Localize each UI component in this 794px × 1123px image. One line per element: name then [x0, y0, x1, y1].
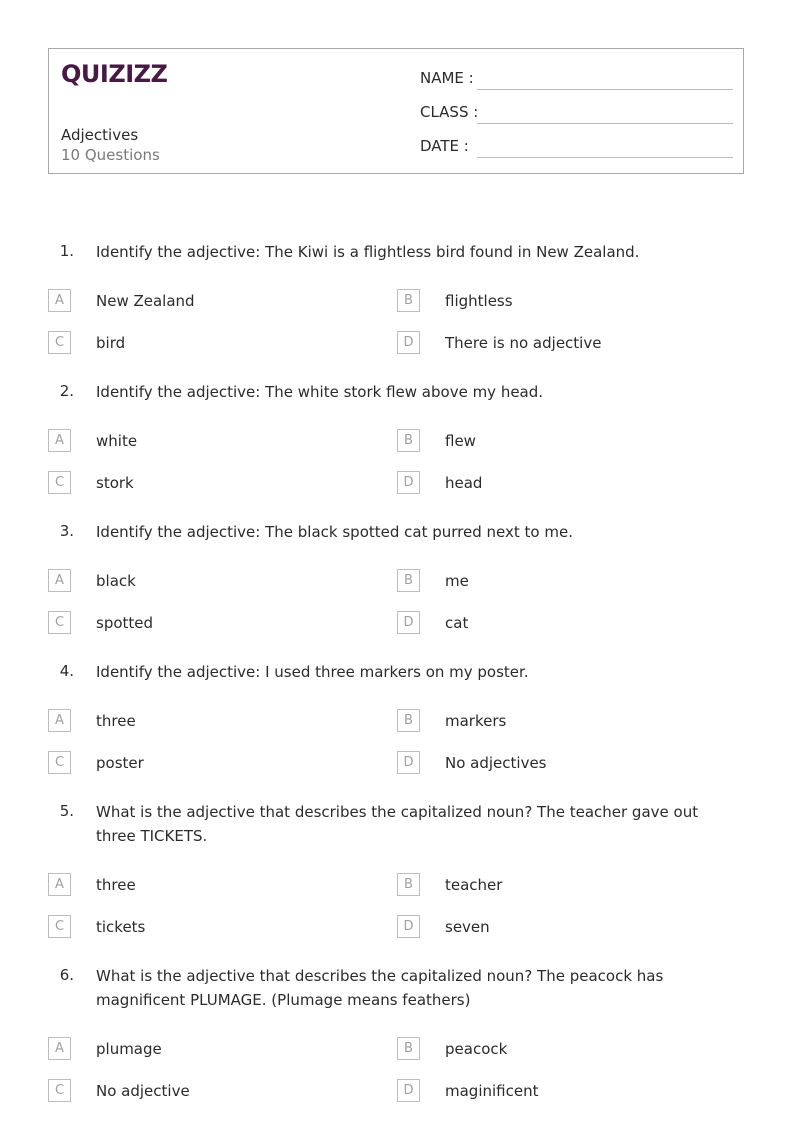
option-text: three — [96, 712, 136, 730]
option-letter-box: A — [48, 569, 71, 592]
option-letter-box: D — [397, 915, 420, 938]
question-text: What is the adjective that describes the capitalized noun? The peacock has magnificent PLUMAGE. (Plumage means feathers) — [96, 967, 664, 1009]
class-label: CLASS : — [420, 103, 479, 121]
option-letter-box: A — [48, 709, 71, 732]
option-text: New Zealand — [96, 292, 195, 310]
worksheet-header — [48, 48, 744, 174]
question-number: 4. — [59, 662, 74, 680]
option-text: teacher — [445, 876, 503, 894]
option-letter-box: C — [48, 915, 71, 938]
option-text: No adjective — [96, 1082, 190, 1100]
worksheet-title: Adjectives — [61, 126, 139, 144]
option-letter-box: B — [397, 1037, 420, 1060]
option-letter-box: B — [397, 289, 420, 312]
option-text: No adjectives — [445, 754, 547, 772]
option-letter-box: A — [48, 1037, 71, 1060]
option-letter-box: D — [397, 751, 420, 774]
option-letter-box: A — [48, 289, 71, 312]
option-text: head — [445, 474, 483, 492]
option-text: flew — [445, 432, 476, 450]
option-letter-box: C — [48, 611, 71, 634]
option-letter-box: A — [48, 429, 71, 452]
name-label: NAME : — [420, 69, 474, 87]
question-count: 10 Questions — [61, 146, 160, 164]
option-text: peacock — [445, 1040, 508, 1058]
option-letter-box: C — [48, 1079, 71, 1102]
option-text: cat — [445, 614, 469, 632]
option-text: three — [96, 876, 136, 894]
date-line — [477, 157, 733, 158]
question-number: 2. — [59, 382, 74, 400]
option-letter-box: D — [397, 331, 420, 354]
option-text: maginificent — [445, 1082, 539, 1100]
option-letter-box: D — [397, 611, 420, 634]
option-text: seven — [445, 918, 490, 936]
option-text: me — [445, 572, 469, 590]
option-letter-box: C — [48, 751, 71, 774]
option-letter-box: B — [397, 709, 420, 732]
question-text: Identify the adjective: I used three markers on my poster. — [96, 663, 529, 681]
question-text: Identify the adjective: The black spotted cat purred next to me. — [96, 523, 573, 541]
option-text: markers — [445, 712, 507, 730]
question-number: 3. — [59, 522, 74, 540]
option-letter-box: C — [48, 471, 71, 494]
option-letter-box: B — [397, 569, 420, 592]
question-number: 6. — [59, 966, 74, 984]
option-text: plumage — [96, 1040, 162, 1058]
question-text: Identify the adjective: The Kiwi is a flightless bird found in New Zealand. — [96, 243, 640, 261]
question-text: What is the adjective that describes the capitalized noun? The teacher gave out three TICKETS. — [96, 803, 699, 845]
option-text: bird — [96, 334, 126, 352]
option-text: white — [96, 432, 138, 450]
class-line — [477, 123, 733, 124]
option-letter-box: D — [397, 471, 420, 494]
option-text: spotted — [96, 614, 154, 632]
option-letter-box: B — [397, 873, 420, 896]
name-line — [477, 89, 733, 90]
option-letter-box: A — [48, 873, 71, 896]
option-text: black — [96, 572, 136, 590]
option-text: stork — [96, 474, 134, 492]
option-letter-box: B — [397, 429, 420, 452]
option-text: flightless — [445, 292, 513, 310]
date-label: DATE : — [420, 137, 469, 155]
question-number: 5. — [59, 802, 74, 820]
option-text: There is no adjective — [445, 334, 602, 352]
quizizz-logo: QUIZIZZ — [61, 60, 168, 88]
question-text: Identify the adjective: The white stork flew above my head. — [96, 383, 544, 401]
option-text: tickets — [96, 918, 146, 936]
option-text: poster — [96, 754, 144, 772]
option-letter-box: D — [397, 1079, 420, 1102]
question-number: 1. — [59, 242, 74, 260]
option-letter-box: C — [48, 331, 71, 354]
